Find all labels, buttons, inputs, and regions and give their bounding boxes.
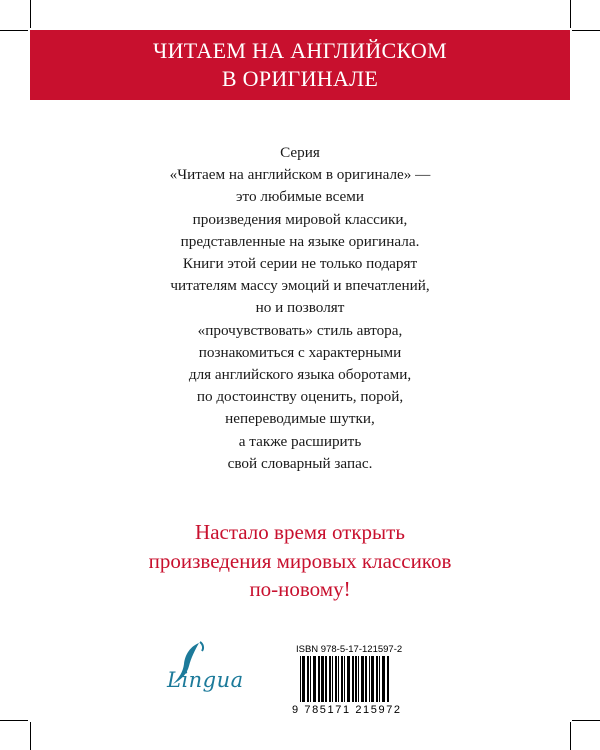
publisher-logo bbox=[167, 638, 277, 710]
barcode-bar bbox=[382, 656, 385, 702]
isbn-barcode bbox=[292, 644, 452, 718]
barcode-bar bbox=[335, 656, 337, 702]
barcode-bar bbox=[369, 656, 370, 702]
series-banner bbox=[30, 30, 570, 100]
barcode-bar bbox=[321, 656, 324, 702]
barcode-bars bbox=[296, 656, 446, 704]
barcode-bar bbox=[329, 656, 331, 702]
barcode-bar bbox=[376, 656, 378, 702]
barcode-bar bbox=[344, 656, 345, 702]
description-line: но и позволят bbox=[255, 299, 345, 317]
crop-mark bbox=[572, 30, 600, 31]
series-title-line-1: ЧИТАЕМ НА АНГЛИЙСКОМ bbox=[153, 38, 447, 63]
barcode-bar bbox=[355, 656, 357, 702]
crop-mark bbox=[30, 722, 31, 750]
barcode-bar bbox=[358, 656, 359, 702]
barcode-bar bbox=[300, 656, 301, 702]
description-line: свой словарный запас. bbox=[227, 454, 373, 472]
publisher-name: Lingua bbox=[167, 668, 244, 692]
barcode-bar bbox=[371, 656, 374, 702]
barcode-bar bbox=[338, 656, 339, 702]
barcode-bar bbox=[325, 656, 327, 702]
barcode-bar bbox=[341, 656, 343, 702]
barcode-bar bbox=[318, 656, 320, 702]
crop-mark bbox=[572, 720, 600, 721]
barcode-bar bbox=[310, 656, 311, 702]
description-line: непереводимые шутки, bbox=[225, 410, 375, 428]
series-description bbox=[30, 142, 570, 475]
book-back-cover bbox=[30, 30, 570, 720]
description-line: произведения мировой классики, bbox=[192, 210, 408, 228]
barcode-bar bbox=[352, 656, 354, 702]
barcode-bar bbox=[313, 656, 316, 702]
barcode-bar bbox=[332, 656, 333, 702]
crop-mark bbox=[570, 722, 571, 750]
barcode-bar bbox=[365, 656, 367, 702]
description-line: «Читаем на английском в оригинале» — bbox=[169, 166, 431, 184]
barcode-bar bbox=[307, 656, 309, 702]
cta-line: произведения мировых классиков bbox=[148, 548, 452, 573]
description-line: для английского языка оборотами, bbox=[188, 366, 412, 384]
description-line: познакомиться с характерными bbox=[198, 343, 402, 361]
series-title-line-2: В ОРИГИНАЛЕ bbox=[221, 66, 379, 91]
description-line: представленные на языке оригинала. bbox=[180, 232, 420, 250]
crop-mark bbox=[0, 720, 28, 721]
description-line: читателям массу эмоций и впечатлений, bbox=[170, 277, 430, 295]
barcode-bar bbox=[387, 656, 389, 702]
cta-line: Настало время открыть bbox=[195, 520, 405, 544]
barcode-bar bbox=[347, 656, 350, 702]
description-line: а также расширить bbox=[238, 432, 362, 450]
barcode-bar bbox=[361, 656, 364, 702]
ean-number: 9 785171 215972 bbox=[292, 704, 402, 716]
cta-line: по-новому! bbox=[249, 577, 351, 601]
description-line: Книги этой серии не только подарят bbox=[182, 255, 418, 273]
description-line: Серия bbox=[280, 144, 320, 161]
crop-mark bbox=[30, 0, 31, 28]
crop-mark bbox=[570, 0, 571, 28]
description-line: это любимые всеми bbox=[236, 188, 364, 206]
barcode-bar bbox=[379, 656, 380, 702]
description-line: «прочувствовать» стиль автора, bbox=[197, 321, 403, 339]
crop-mark bbox=[0, 30, 28, 31]
isbn-number: ISBN 978-5-17-121597-2 bbox=[296, 644, 403, 655]
description-line: по достоинству оценить, порой, bbox=[196, 388, 404, 406]
call-to-action bbox=[30, 518, 570, 604]
barcode-bar bbox=[302, 656, 305, 702]
